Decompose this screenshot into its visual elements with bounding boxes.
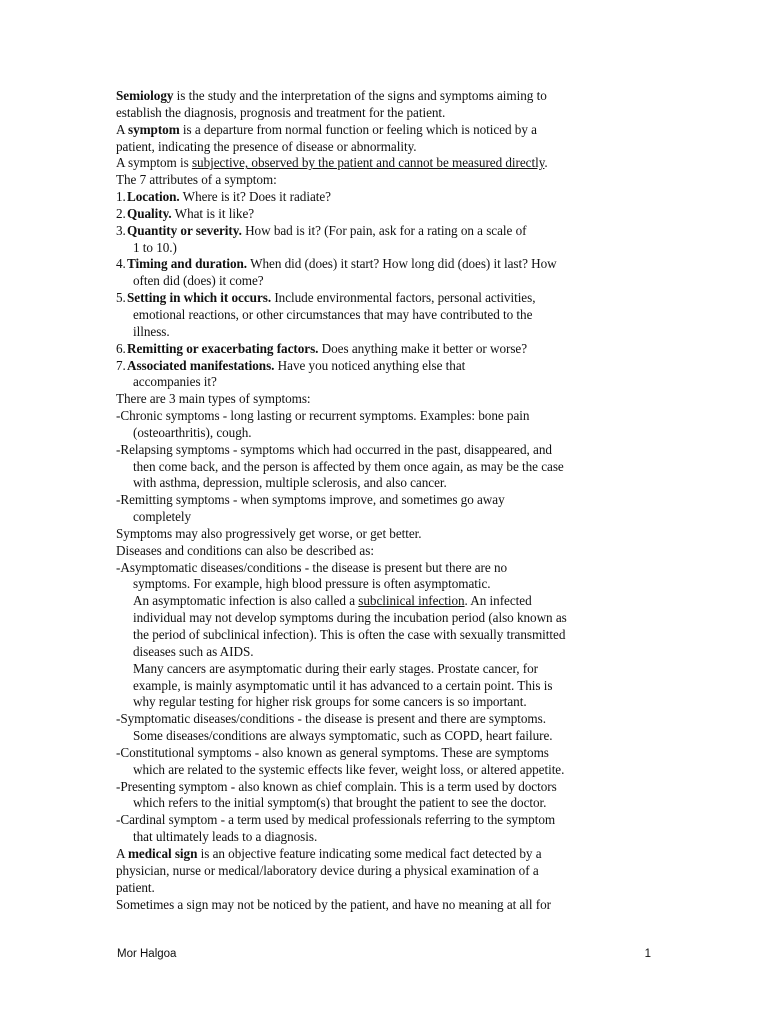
attribute-continuation: accompanies it? (133, 374, 217, 390)
item-continuation: example, is mainly asymptomatic until it has advanced to a certain point. This is (133, 677, 553, 693)
type-continuation: with asthma, depression, multiple sclerosis, and also cancer. (133, 475, 447, 491)
type-chronic: -Chronic symptoms - long lasting or recurrent symptoms. Examples: bone pain (116, 408, 530, 424)
attribute-continuation: emotional reactions, or other circumstances that may have contributed to the (133, 306, 533, 322)
item-symptomatic: -Symptomatic diseases/conditions - the disease is present and there are symptoms. (116, 711, 546, 727)
paragraph-line: patient. (116, 879, 155, 895)
type-continuation: completely (133, 509, 192, 525)
attribute-item: 3.Quantity or severity. How bad is it? (For pain, ask for a rating on a scale of (116, 222, 527, 238)
type-relapsing: -Relapsing symptoms - symptoms which had occurred in the past, disappeared, and (116, 441, 552, 457)
term-medical-sign: medical sign (128, 845, 198, 861)
paragraph-medical-sign: A medical sign is an objective feature indicating some medical fact detected by a (116, 845, 542, 861)
underlined-definition: subjective, observed by the patient and cannot be measured directly (191, 155, 545, 171)
item-continuation: Some diseases/conditions are always symptomatic, such as COPD, heart failure. (133, 728, 553, 744)
attribute-continuation: 1 to 10.) (133, 239, 177, 255)
paragraph-line: establish the diagnosis, prognosis and treatment for the patient. (116, 104, 446, 120)
paragraph-last: Sometimes a sign may not be noticed by the patient, and have no meaning at all for (116, 896, 552, 912)
item-continuation: which refers to the initial symptom(s) that brought the patient to see the doctor. (133, 795, 547, 811)
underlined-subclinical-infection: subclinical infection (358, 593, 465, 609)
type-continuation: then come back, and the person is affected by them once again, as may be the case (133, 458, 564, 474)
types-intro: There are 3 main types of symptoms: (116, 391, 311, 407)
attribute-continuation: often did (does) it come? (133, 273, 264, 289)
attribute-item: 5.Setting in which it occurs. Include environmental factors, personal activities, (116, 290, 536, 306)
term-symptom: symptom (128, 121, 180, 137)
attribute-continuation: illness. (133, 323, 170, 339)
attribute-list (116, 189, 652, 391)
attribute-item: 4.Timing and duration. When did (does) it start? How long did (does) it last? How (116, 256, 557, 272)
page-footer (116, 948, 652, 964)
item-continuation: individual may not develop symptoms during the incubation period (also known as (133, 610, 567, 626)
attribute-item: 7.Associated manifestations. Have you noticed anything else that (116, 357, 466, 373)
footer-page-number: 1 (644, 948, 651, 960)
type-continuation: (osteoarthritis), cough. (133, 424, 252, 440)
page-body (116, 88, 652, 913)
cancers-paragraph: Many cancers are asymptomatic during their early stages. Prostate cancer, for (133, 660, 539, 676)
item-presenting: -Presenting symptom - also known as chief complain. This is a term used by doctors (116, 778, 557, 794)
paragraph-line: patient, indicating the presence of disease or abnormality. (116, 138, 417, 154)
attributes-intro: The 7 attributes of a symptom: (116, 172, 277, 188)
item-cardinal: -Cardinal symptom - a term used by medical professionals referring to the symptom (116, 812, 556, 828)
item-constitutional: -Constitutional symptoms - also known as general symptoms. These are symptoms (116, 744, 549, 760)
paragraph-symptom: A symptom is a departure from normal function or feeling which is noticed by a (116, 121, 537, 137)
item-asymptomatic: -Asymptomatic diseases/conditions - the disease is present but there are no (116, 559, 508, 575)
paragraph-subjective: A symptom is subjective, observed by the patient and cannot be measured directly. (116, 155, 548, 171)
item-continuation: the period of subclinical infection). This is often the case with sexually transmitted (133, 627, 566, 642)
item-continuation: that ultimately leads to a diagnosis. (133, 829, 318, 845)
symptom-types-list (116, 408, 652, 526)
item-continuation: which are related to the systemic effects like fever, weight loss, or altered appetite. (133, 761, 565, 777)
type-remitting: -Remitting symptoms - when symptoms improve, and sometimes go away (116, 492, 505, 508)
attribute-item: 6.Remitting or exacerbating factors. Does anything make it better or worse? (116, 340, 528, 356)
subclinical-paragraph: An asymptomatic infection is also called a subclinical infection. An infected (133, 593, 532, 609)
diseases-intro: Diseases and conditions can also be described as: (116, 542, 374, 558)
item-continuation: diseases such as AIDS. (133, 643, 254, 659)
term-semiology: Semiology (116, 88, 174, 103)
attribute-item: 1.Location. Where is it? Does it radiate? (116, 189, 331, 205)
footer-author: Mor Halgoa (117, 948, 177, 960)
attribute-item: 2.Quality. What is it like? (116, 205, 255, 221)
item-continuation: symptoms. For example, high blood pressure is often asymptomatic. (133, 576, 491, 592)
paragraph-line: physician, nurse or medical/laboratory device during a physical examination of a (116, 862, 539, 878)
paragraph-semiology: Semiology is the study and the interpretation of the signs and symptoms aiming to (116, 88, 547, 103)
item-continuation: why regular testing for higher risk groups for some cancers is so important. (133, 694, 527, 710)
paragraph-progress: Symptoms may also progressively get worse, or get better. (116, 525, 422, 541)
